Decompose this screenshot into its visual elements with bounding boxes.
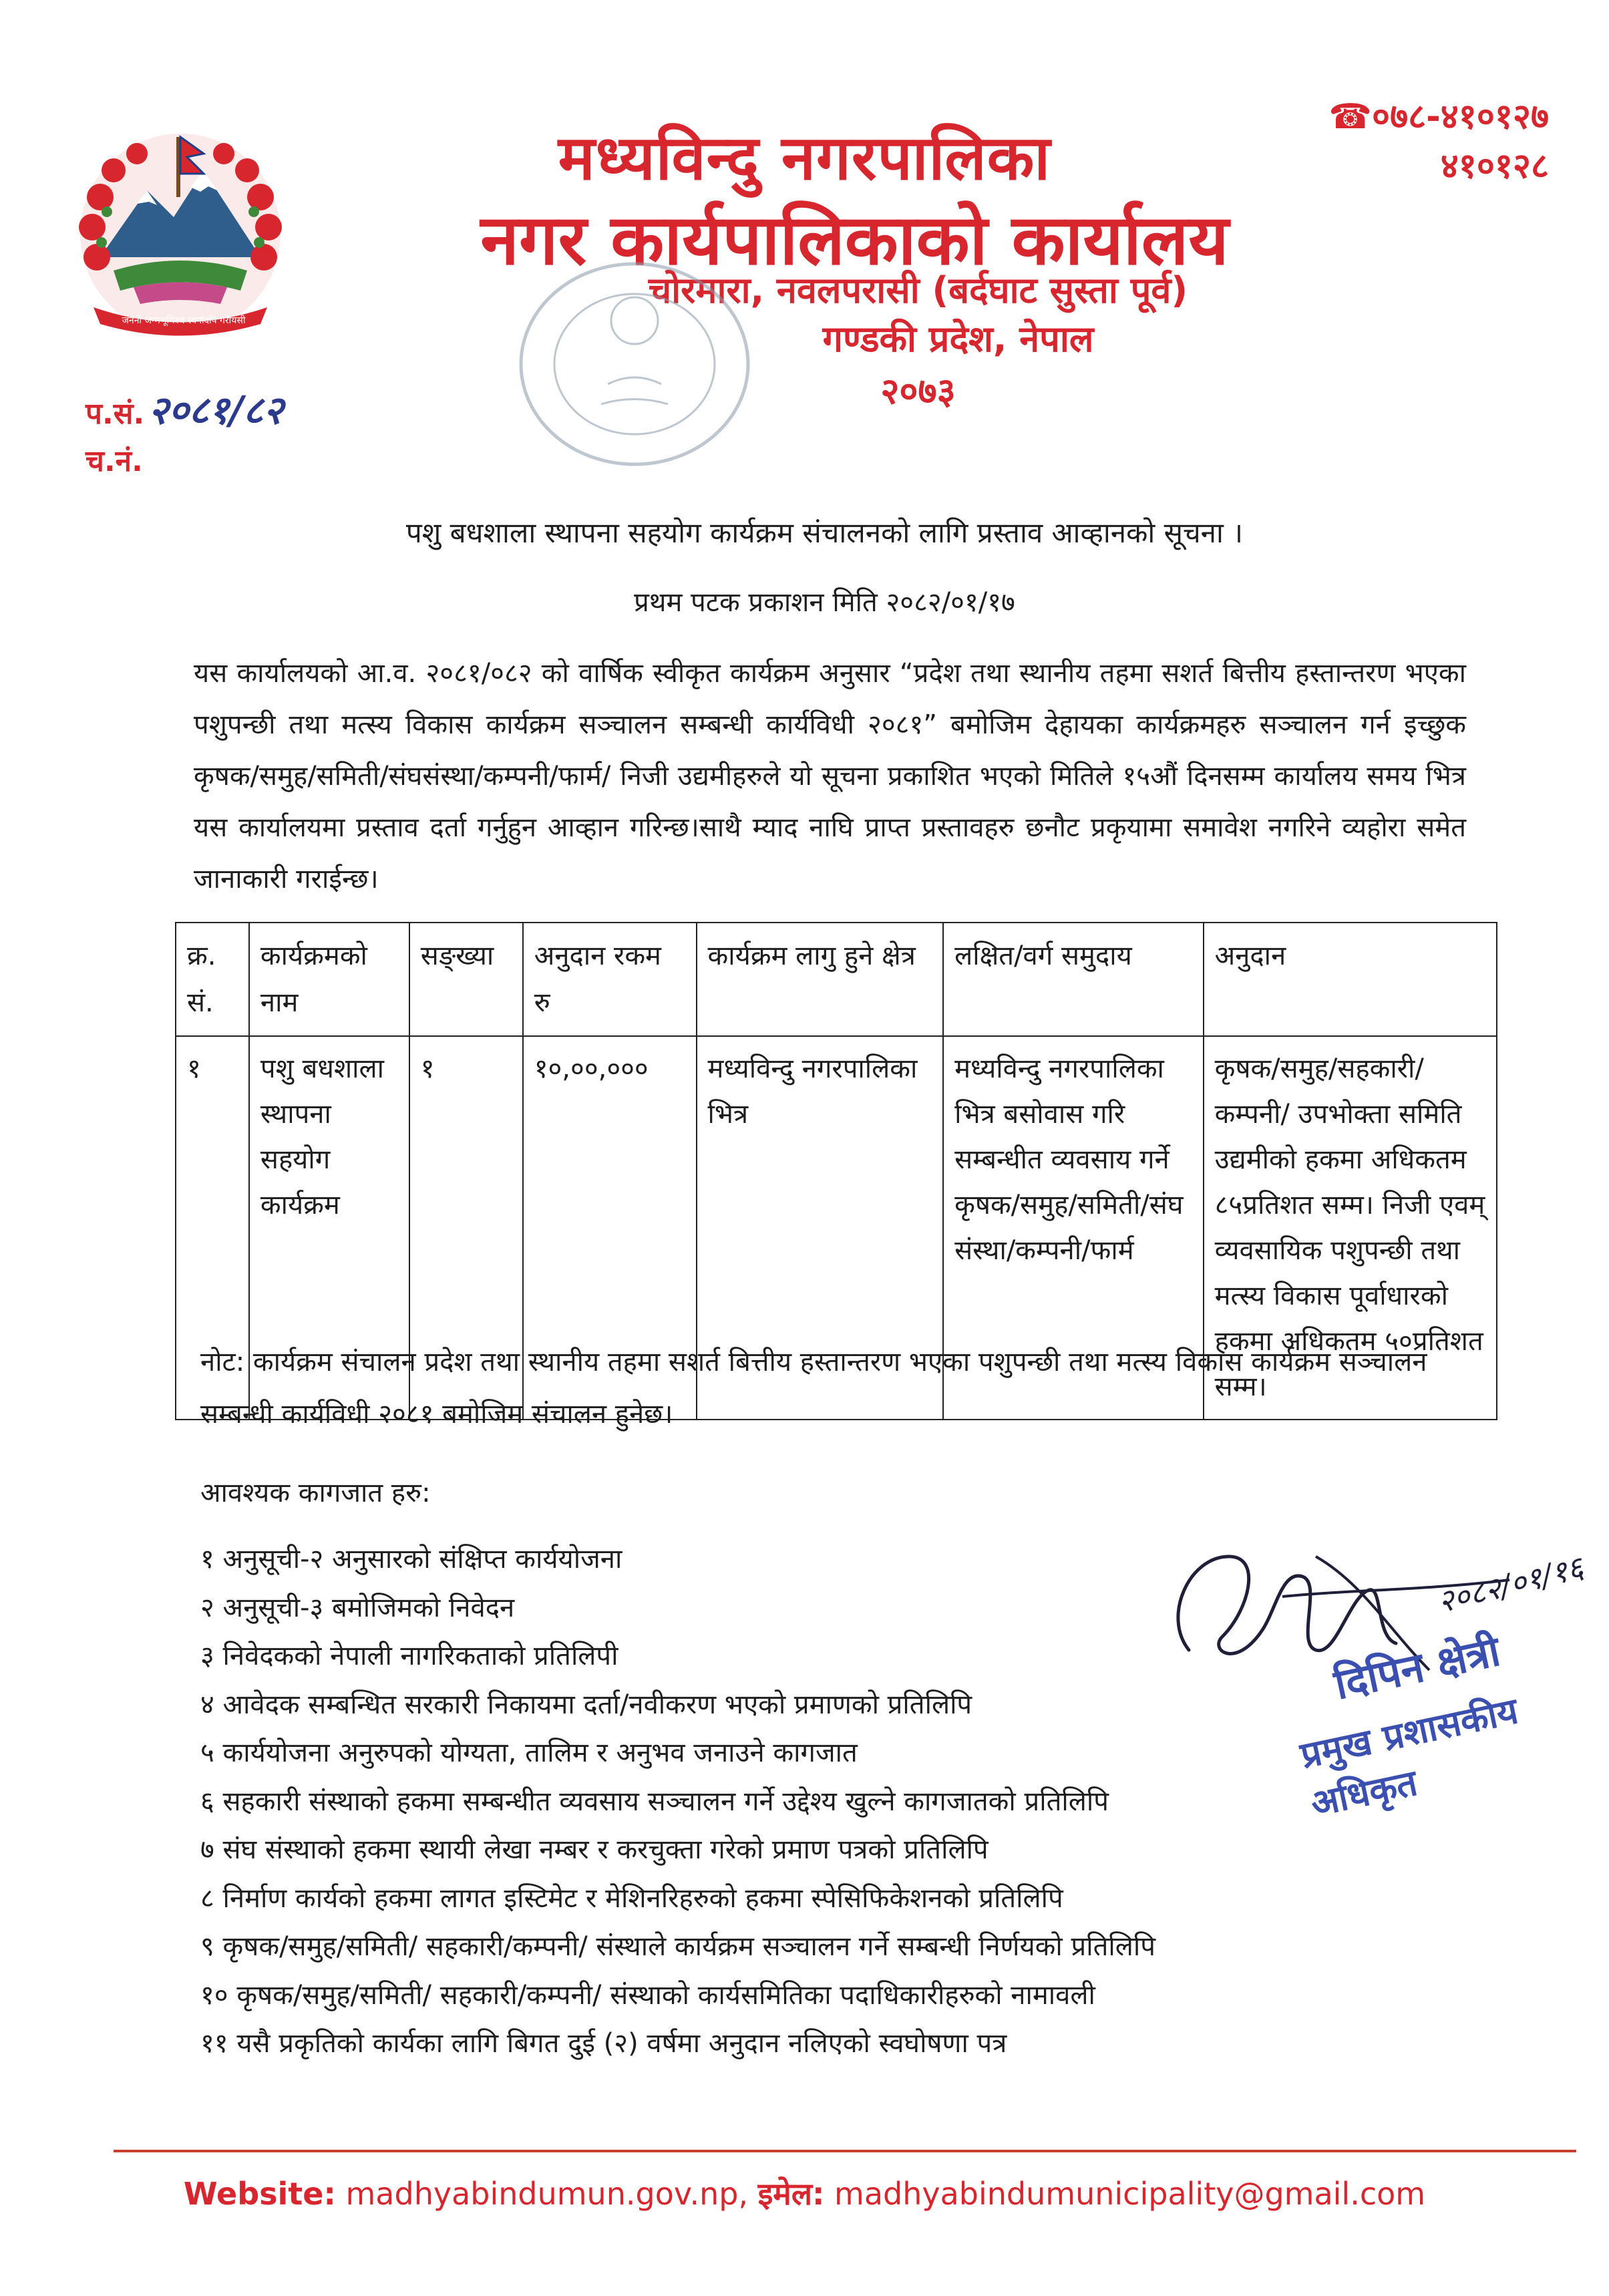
list-item: ६ सहकारी संस्थाको हकमा सम्बन्धीत व्यवसाय सञ्चालन गर्ने उद्देश्य खुल्ने कागजातको प्रतिलिपि [200,1786,1109,1817]
cell-sn: १ [176,1036,249,1420]
footer-contact [0,2172,1609,2214]
cell-area: मध्यविन्दु नगरपालिका भित्र [697,1036,944,1420]
table-header-row [176,923,1497,1036]
dispatch-number-label: च.नं. [85,444,143,478]
publication-date: प्रथम पटक प्रकाशन मिति २०८२/०१/१७ [634,587,1015,618]
col-header-subsidy: अनुदान [1204,923,1497,1036]
col-header-sn: क्र. सं. [176,923,249,1036]
signatory-name: दिपिन क्षेत्री [1330,1626,1505,1709]
address-line1: चोरमारा, नवलपरासी (बर्दघाट सुस्ता पूर्व) [648,269,1188,311]
email-link[interactable]: madhyabindumunicipality@gmail.com [834,2176,1426,2212]
phone-number-2: ४१०१२८ [1440,146,1549,186]
reference-number [85,382,283,435]
ref-value: २०८१/८२ [148,387,284,433]
cell-program-name: पशु बधशाला स्थापना सहयोग कार्यक्रम [249,1036,409,1420]
col-header-target-group: लक्षित/वर्ग समुदाय [943,923,1204,1036]
signature-date: २०८२/०१/१६ [1434,1548,1587,1621]
intro-paragraph: यस कार्यालयको आ.व. २०८१/०८२ को वार्षिक स्वीकृत कार्यक्रम अनुसार “प्रदेश तथा स्थानीय तहमा सशर्त बित्तीय हस्तान्तरण भएका पशुपन्छी तथा मत्स्य विकास कार्यक्रम सञ्चालन सम्बन्धी कार्यविधी २०८१” बमोजिम देहायका कार्यक्रमहरु सञ्चालन गर्न इच्छुक कृषक/समुह/समिती/संघसंस्था/कम्पनी/फार्म/ निजी उद्यमीहरुले यो सूचना प्रकाशित भएको मितिले १५औं दिनसम्म कार्यालय समय भित्र यस कार्यालयमा प्रस्ताव दर्ता गर्नुहुन आव्हान गरिन्छ।साथै म्याद नाघि प्राप्त प्रस्तावहरु छनौट प्रकृयामा समावेश नगरिने व्यहोरा समेत जानाकारी गराईन्छ। [194,658,1466,894]
cell-target-group: मध्यविन्दु नगरपालिका भित्र बसोवास गरि सम्बन्धीत व्यवसाय गर्ने कृषक/समुह/समिती/संघ संस्था/कम्पनी/फार्म [943,1036,1204,1420]
notice-title: पशु बधशाला स्थापना सहयोग कार्यक्रम संचालनको लागि प्रस्ताव आव्हानको सूचना । [405,516,1244,549]
cell-grant-amount: १०,००,००० [523,1036,697,1420]
list-item: ५ कार्ययोजना अनुरुपको योग्यता, तालिम र अनुभव जनाउने कागजात [200,1738,858,1768]
list-item: ७ संघ संस्थाको हकमा स्थायी लेखा नम्बर र करचुक्ता गरेको प्रमाण पत्रको प्रतिलिपि [200,1834,989,1865]
col-header-grant-amount: अनुदान रकम रु [523,923,697,1036]
cell-quantity: १ [409,1036,523,1420]
website-label: Website: [183,2176,336,2212]
cell-subsidy: कृषक/समुह/सहकारी/कम्पनी/ उपभोक्ता समिति उद्यमीको हकमा अधिकतम ८५प्रतिशत सम्म। निजी एवम् व्यवसायिक पशुपन्छी तथा मत्स्य विकास पूर्वाधारको हकमा अधिकतम ५०प्रतिशत सम्म। [1204,1036,1497,1420]
footer-divider [114,2150,1576,2152]
office-name-line1: मध्यविन्दु नगरपालिका [558,122,1051,194]
list-item: १ अनुसूची-२ अनुसारको संक्षिप्त कार्ययोजना [200,1544,622,1575]
list-item: ३ निवेदकको नेपाली नागरिकताको प्रतिलिपी [200,1641,618,1671]
office-seal-stamp-icon [508,251,761,478]
list-item: ४ आवेदक सम्बन्धित सरकारी निकायमा दर्ता/नवीकरण भएको प्रमाणको प्रतिलिपि [200,1689,972,1720]
phone-number-1: ☎०७८-४१०१२७ [1328,97,1549,137]
col-header-program-name: कार्यक्रमको नाम [249,923,409,1036]
office-name-line2: नगर कार्यपालिकाको कार्यालय [480,199,1229,281]
established-year: २०७३ [880,370,956,412]
required-docs-heading: आवश्यक कागजात हरु: [200,1478,431,1508]
list-item: १० कृषक/समुह/समिती/ सहकारी/कम्पनी/ संस्थाको कार्यसमितिका पदाधिकारीहरुको नामावली [200,1979,1095,2011]
email-label: इमेल: [757,2176,825,2212]
emblem-caption: जननी जन्मभूमिश्च स्वर्गादपि गरीयसी [122,315,246,326]
col-header-quantity: सङ्ख्या [409,923,523,1036]
list-item: ११ यसै प्रकृतिको कार्यका लागि बिगत दुई (२) वर्षमा अनुदान नलिएको स्वघोषणा पत्र [200,2028,1007,2059]
list-item: ८ निर्माण कार्यको हकमा लागत इस्टिमेट र मेशिनरिहरुको हकमा स्पेसिफिकेशनको प्रतिलिपि [200,1882,1063,1914]
note-text: नोट: कार्यक्रम संचालन प्रदेश तथा स्थानीय तहमा सशर्त बित्तीय हस्तान्तरण भएका पशुपन्छी तथा मत्स्य विकास कार्यक्रम सञ्चालन सम्बन्धी कार्यविधी २०८१ बमोजिम संचालन हुनेछ। [200,1347,1427,1430]
phone-block [1268,92,1549,191]
address-line2: गण्डकी प्रदेश, नेपाल [822,318,1094,360]
ref-label: प.सं. [85,397,145,431]
list-item: ९ कृषक/समुह/समिती/ सहकारी/कम्पनी/ संस्थाले कार्यक्रम सञ्चालन गर्ने सम्बन्धी निर्णयको प्रतिलिपि [200,1931,1155,1962]
signatory-title: प्रमुख प्रशासकीय अधिकृत [1296,1689,1522,1825]
website-link[interactable]: madhyabindumun.gov.np, [345,2176,749,2212]
list-item: २ अनुसूची-३ बमोजिमको निवेदन [200,1592,515,1623]
col-header-area: कार्यक्रम लागु हुने क्षेत्र [697,923,944,1036]
